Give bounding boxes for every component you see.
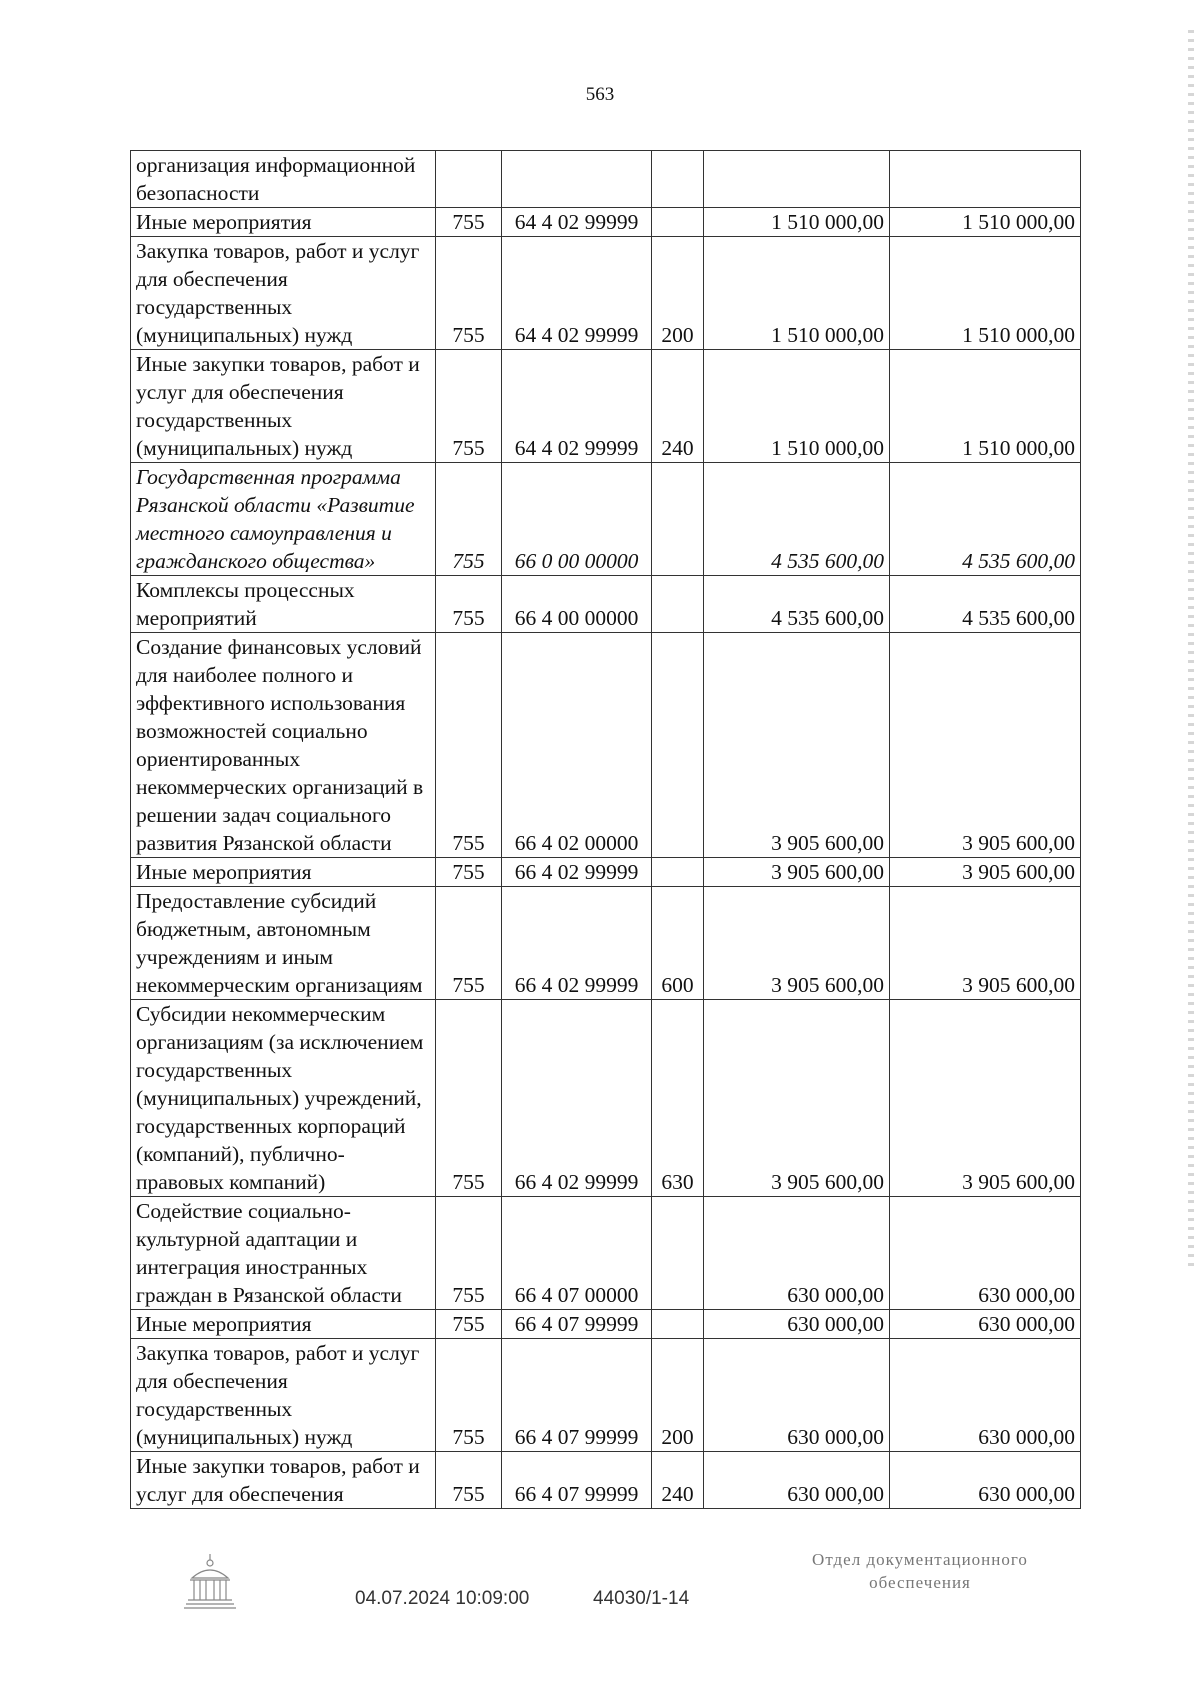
row-target-code: 66 4 07 99999 xyxy=(502,1310,652,1339)
row-name: Государственная программа Рязанской области «Развитие местного самоуправления и гражданского общества» xyxy=(131,463,436,576)
row-name: Комплексы процессных мероприятий xyxy=(131,576,436,633)
row-amount-year2: 630 000,00 xyxy=(890,1452,1081,1509)
table-row xyxy=(131,1339,1081,1452)
row-admin-code: 755 xyxy=(436,237,502,350)
row-expense-type xyxy=(652,1310,704,1339)
row-name: Создание финансовых условий для наиболее полного и эффективного использования возможностей социально ориентированных некоммерческих организаций в решении задач социального развития Рязанской области xyxy=(131,633,436,858)
row-admin-code: 755 xyxy=(436,1310,502,1339)
row-target-code: 66 4 02 99999 xyxy=(502,887,652,1000)
row-expense-type: 240 xyxy=(652,1452,704,1509)
row-amount-year2: 4 535 600,00 xyxy=(890,576,1081,633)
table-row xyxy=(131,576,1081,633)
row-name: Закупка товаров, работ и услуг для обеспечения государственных (муниципальных) нужд xyxy=(131,237,436,350)
row-expense-type xyxy=(652,208,704,237)
row-amount-year1: 630 000,00 xyxy=(704,1310,890,1339)
footer-date: 04.07.2024 10:09:00 xyxy=(355,1588,530,1609)
row-target-code: 66 4 00 00000 xyxy=(502,576,652,633)
row-admin-code: 755 xyxy=(436,633,502,858)
table-row xyxy=(131,208,1081,237)
row-name: Содействие социально-культурной адаптации и интеграция иностранных граждан в Рязанской области xyxy=(131,1197,436,1310)
row-admin-code: 755 xyxy=(436,1000,502,1197)
row-name: Закупка товаров, работ и услуг для обеспечения государственных (муниципальных) нужд xyxy=(131,1339,436,1452)
row-name: Иные закупки товаров, работ и услуг для обеспечения государственных (муниципальных) нужд xyxy=(131,350,436,463)
row-name: Иные мероприятия xyxy=(131,858,436,887)
row-amount-year2: 630 000,00 xyxy=(890,1197,1081,1310)
row-name: Иные мероприятия xyxy=(131,208,436,237)
row-amount-year2: 3 905 600,00 xyxy=(890,887,1081,1000)
budget-table xyxy=(130,150,1081,1509)
row-name: Иные закупки товаров, работ и услуг для обеспечения xyxy=(131,1452,436,1509)
row-amount-year1: 1 510 000,00 xyxy=(704,350,890,463)
row-amount-year2: 1 510 000,00 xyxy=(890,350,1081,463)
stamp-line-2: обеспечения xyxy=(869,1573,971,1592)
row-name: Предоставление субсидий бюджетным, автономным учреждениям и иным некоммерческим организациям xyxy=(131,887,436,1000)
table-row xyxy=(131,1197,1081,1310)
footer-document-number: 44030/1-14 xyxy=(593,1588,690,1609)
row-target-code: 66 0 00 00000 xyxy=(502,463,652,576)
table-row xyxy=(131,887,1081,1000)
row-expense-type xyxy=(652,151,704,208)
row-admin-code: 755 xyxy=(436,1197,502,1310)
row-amount-year2 xyxy=(890,151,1081,208)
row-target-code: 66 4 07 00000 xyxy=(502,1197,652,1310)
row-target-code: 64 4 02 99999 xyxy=(502,208,652,237)
row-amount-year1 xyxy=(704,151,890,208)
row-amount-year2: 4 535 600,00 xyxy=(890,463,1081,576)
row-expense-type xyxy=(652,858,704,887)
row-admin-code: 755 xyxy=(436,887,502,1000)
table-row xyxy=(131,1452,1081,1509)
row-admin-code: 755 xyxy=(436,1452,502,1509)
row-name: Иные мероприятия xyxy=(131,1310,436,1339)
row-expense-type: 200 xyxy=(652,1339,704,1452)
row-expense-type: 630 xyxy=(652,1000,704,1197)
row-target-code: 66 4 02 99999 xyxy=(502,1000,652,1197)
table-row xyxy=(131,350,1081,463)
row-expense-type xyxy=(652,1197,704,1310)
row-amount-year2: 3 905 600,00 xyxy=(890,1000,1081,1197)
row-target-code: 64 4 02 99999 xyxy=(502,237,652,350)
row-target-code: 64 4 02 99999 xyxy=(502,350,652,463)
row-amount-year1: 4 535 600,00 xyxy=(704,576,890,633)
row-admin-code: 755 xyxy=(436,463,502,576)
row-amount-year1: 3 905 600,00 xyxy=(704,1000,890,1197)
row-amount-year2: 630 000,00 xyxy=(890,1339,1081,1452)
row-amount-year1: 3 905 600,00 xyxy=(704,633,890,858)
table-row xyxy=(131,858,1081,887)
row-expense-type xyxy=(652,576,704,633)
row-amount-year1: 1 510 000,00 xyxy=(704,208,890,237)
row-admin-code: 755 xyxy=(436,350,502,463)
row-name: организация информационной безопасности xyxy=(131,151,436,208)
row-amount-year2: 630 000,00 xyxy=(890,1310,1081,1339)
row-target-code: 66 4 02 99999 xyxy=(502,858,652,887)
row-amount-year1: 3 905 600,00 xyxy=(704,887,890,1000)
row-admin-code xyxy=(436,151,502,208)
page-number: 563 xyxy=(585,84,615,105)
stamp-line-1: Отдел документационного xyxy=(812,1550,1028,1569)
table-row xyxy=(131,1000,1081,1197)
row-amount-year2: 3 905 600,00 xyxy=(890,633,1081,858)
row-admin-code: 755 xyxy=(436,1339,502,1452)
row-expense-type: 600 xyxy=(652,887,704,1000)
row-name: Субсидии некоммерческим организациям (за исключением государственных (муниципальных) учреждений, государственных корпораций (компаний), публично-правовых компаний) xyxy=(131,1000,436,1197)
row-expense-type: 240 xyxy=(652,350,704,463)
row-admin-code: 755 xyxy=(436,208,502,237)
row-amount-year1: 1 510 000,00 xyxy=(704,237,890,350)
row-amount-year1: 630 000,00 xyxy=(704,1339,890,1452)
table-row xyxy=(131,237,1081,350)
table-row xyxy=(131,151,1081,208)
row-target-code: 66 4 07 99999 xyxy=(502,1339,652,1452)
row-expense-type xyxy=(652,633,704,858)
row-amount-year1: 630 000,00 xyxy=(704,1452,890,1509)
department-stamp xyxy=(760,1548,1080,1594)
row-amount-year2: 3 905 600,00 xyxy=(890,858,1081,887)
row-target-code: 66 4 02 00000 xyxy=(502,633,652,858)
building-emblem-icon xyxy=(182,1550,238,1612)
row-admin-code: 755 xyxy=(436,576,502,633)
row-amount-year1: 4 535 600,00 xyxy=(704,463,890,576)
row-expense-type xyxy=(652,463,704,576)
row-target-code: 66 4 07 99999 xyxy=(502,1452,652,1509)
table-row xyxy=(131,463,1081,576)
row-expense-type: 200 xyxy=(652,237,704,350)
row-amount-year2: 1 510 000,00 xyxy=(890,237,1081,350)
scan-edge-artifact xyxy=(1188,30,1194,1270)
row-target-code xyxy=(502,151,652,208)
row-amount-year1: 630 000,00 xyxy=(704,1197,890,1310)
table-row xyxy=(131,633,1081,858)
budget-table-body xyxy=(131,151,1081,1509)
row-amount-year2: 1 510 000,00 xyxy=(890,208,1081,237)
row-admin-code: 755 xyxy=(436,858,502,887)
row-amount-year1: 3 905 600,00 xyxy=(704,858,890,887)
table-row xyxy=(131,1310,1081,1339)
